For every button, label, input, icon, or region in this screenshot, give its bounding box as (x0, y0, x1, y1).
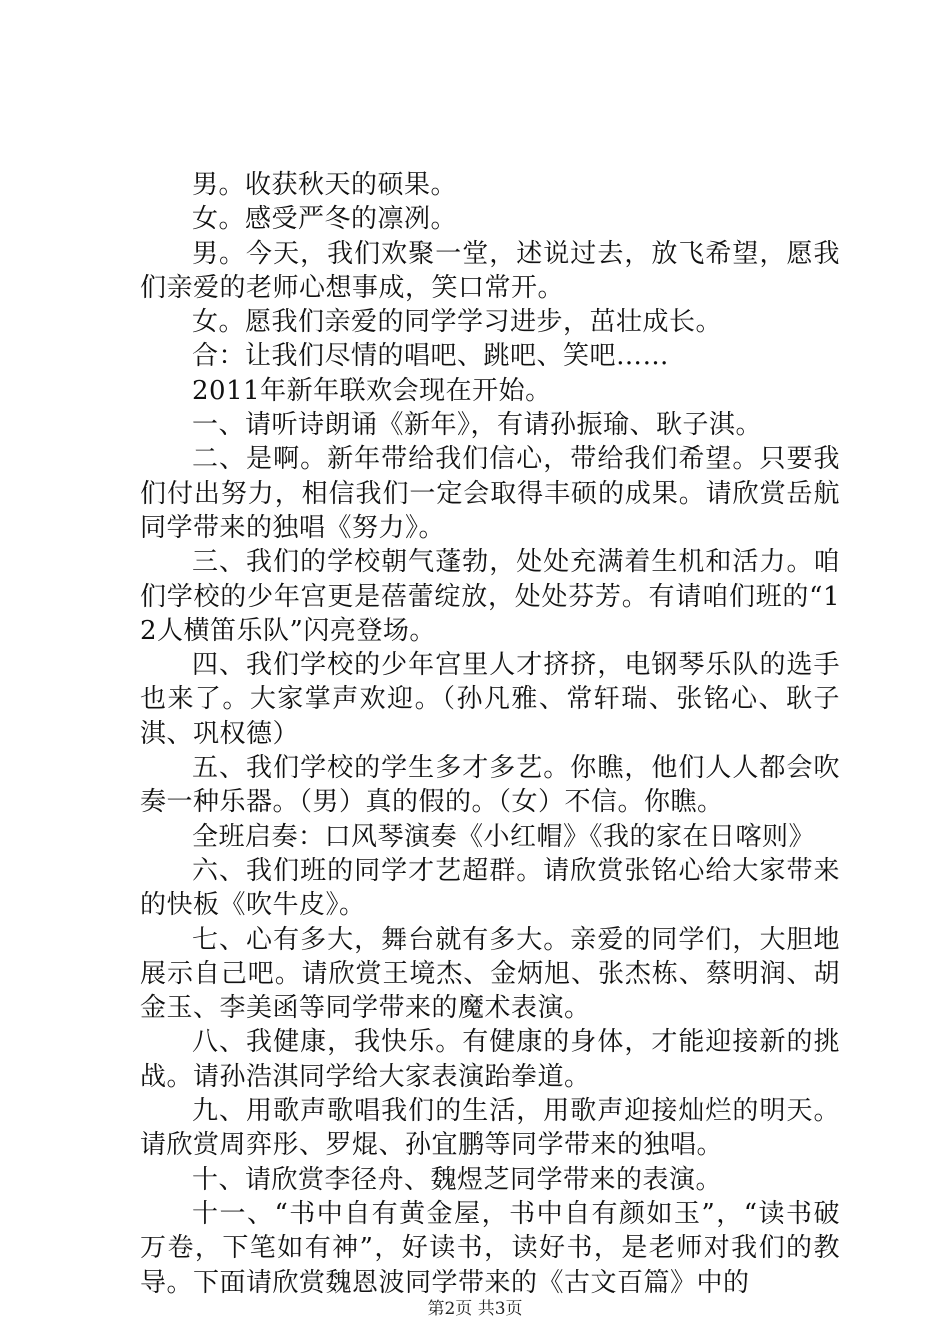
paragraph-female-wish: 女。愿我们亲爱的同学学习进步，茁壮成长。 (192, 307, 723, 338)
document-body (140, 168, 840, 1300)
paragraph-item-10: 十、请欣赏李径舟、魏煜芝同学带来的表演。 (192, 1164, 723, 1195)
paragraph-item-4: 四、我们学校的少年宫里人才挤挤，电钢琴乐队的选手也来了。大家掌声欢迎。（孙凡雅、常轩瑞、张铭心、耿子淇、巩权德） (140, 650, 840, 749)
paragraph-item-3: 三、我们的学校朝气蓬勃，处处充满着生机和活力。咱们学校的少年宫更是蓓蕾绽放，处处芬芳。有请咱们班的“12人横笛乐队”闪亮登场。 (140, 547, 840, 646)
paragraph-item-9: 九、用歌声歌唱我们的生活，用歌声迎接灿烂的明天。请欣赏周弈彤、罗焜、孙宜鹏等同学带来的独唱。 (140, 1096, 840, 1161)
paragraph-opening: 2011年新年联欢会现在开始。 (192, 375, 552, 406)
paragraph-item-6: 六、我们班的同学才艺超群。请欣赏张铭心给大家带来的快板《吹牛皮》。 (140, 855, 840, 921)
paragraph-item-2: 二、是啊。新年带给我们信心，带给我们希望。只要我们付出努力，相信我们一定会取得丰硕的成果。请欣赏岳航同学带来的独唱《努力》。 (140, 444, 840, 543)
paragraph-item-11: 十一、“书中自有黄金屋，书中自有颜如玉”，“读书破万卷，下笔如有神”，好读书，读好书，是老师对我们的教导。下面请欣赏魏恩波同学带来的《古文百篇》中的 (140, 1198, 840, 1298)
paragraph-item-7: 七、心有多大，舞台就有多大。亲爱的同学们，大胆地展示自己吧。请欣赏王境杰、金炳旭、张杰栋、蔡明润、胡金玉、李美函等同学带来的魔术表演。 (140, 924, 840, 1024)
paragraph-male-today: 男。今天，我们欢聚一堂，述说过去，放飞希望，愿我们亲爱的老师心想事成，笑口常开。 (140, 238, 840, 303)
page-number-footer: 第2页 共3页 (427, 1299, 523, 1319)
paragraph-male-harvest: 男。收获秋天的硕果。 (192, 170, 458, 200)
paragraph-female-winter: 女。感受严冬的凛冽。 (192, 204, 458, 235)
paragraph-item-5: 五、我们学校的学生多才多艺。你瞧，他们人人都会吹奏一种乐器。（男）真的假的。（女）不信。你瞧。 (140, 753, 840, 818)
paragraph-item-8: 八、我健康，我快乐。有健康的身体，才能迎接新的挑战。请孙浩淇同学给大家表演跆拳道。 (140, 1027, 840, 1092)
paragraph-item-1: 一、请听诗朗诵《新年》，有请孙振瑜、耿子淇。 (192, 410, 763, 441)
paragraph-together: 合：让我们尽情的唱吧、跳吧、笑吧…… (192, 341, 670, 372)
paragraph-class-performance: 全班启奏：口风琴演奏《小红帽》《我的家在日喀则》 (192, 821, 816, 852)
